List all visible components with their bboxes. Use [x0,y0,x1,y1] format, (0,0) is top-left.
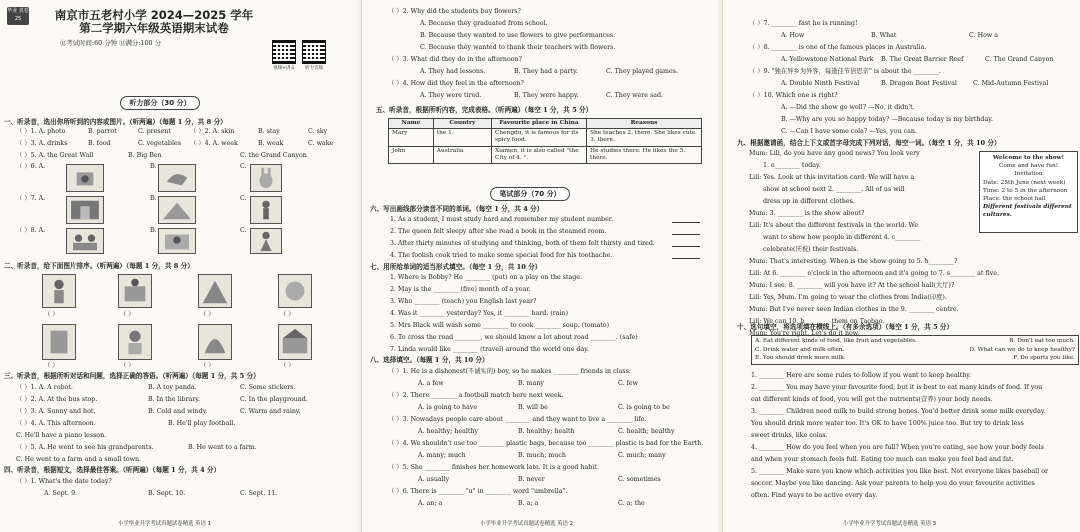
page-footer: 小学毕业升学考试真题试卷精选 英语 3 [843,521,937,528]
s4-q4-c: C. They were sad. [606,92,664,99]
section-4-heading: 四、听录音，根据短文，选择最佳答案。（听两遍）（每题 1 分，共 4 分） [4,466,221,474]
q8-c-label: C. [240,227,247,234]
s8-q9-b: B. Dragon Boat Festival [881,80,957,87]
dialog-line: Mum: Lili, do you have any good news? You look very [749,150,920,157]
th-country: Country [433,119,491,129]
dialog-line: Lili: We can 10. b________ them on Taobao. [749,318,885,325]
s8-q3-a: A. healthy; healthy [418,428,479,435]
s1-q7-label: （ ）7. A. [16,195,46,202]
s8-q5-b: B. never [518,476,545,483]
answer-blank[interactable] [672,241,700,247]
s2-picture-4 [278,274,312,308]
dialog-line: Mum: I see. 8. ________ will you have it? At the school hall(大厅)? [749,282,955,289]
section-10-heading: 十、选句填空，将选项填在横线上。（有多余选项）（每空 1 分，共 5 分） [737,323,954,331]
s8-q4-b: B. much; much [518,452,566,459]
s1-q3: （ ）3. A. drinks [16,140,68,147]
cell: Mary [389,129,434,146]
s4-q3-b: B. They had a party. [514,68,578,75]
s1-q6-label: （ ）6. A. [16,163,46,170]
s8-q5: （ ）5. She ________ finishes her homework late. It is a good habit. [388,464,599,471]
s10-line: soccer. Maybe you like dancing. Ask your parents to help you do your favourite activities [751,480,1035,487]
s1-q1-c: C. present [138,128,171,135]
invite-line: Date: 25th June (next week) [983,179,1066,186]
option-e: E. You should drink more milk. [755,355,846,361]
q7-c-label: C. [240,195,247,202]
s8-q8-b: B. The Great Barrier Reef [881,56,964,63]
s10-line: You should drink more water too. It's OK to have 100% juice too. But try to drink less [751,420,1024,427]
s1-q2-b: B. stay [258,128,280,135]
dialog-line: 1. e________ today. [763,162,821,169]
s8-q7-b: B. What [871,32,897,39]
s1-q8-label: （ ）8. A. [16,227,46,234]
q7-a-picture [66,196,104,224]
s3-q3-c: C. Warm and rainy. [240,408,301,415]
s3-q4-a: （ ）4. A. This afternoon. [16,420,96,427]
page-footer: 小学毕业升学考试真题试卷精选 英语 1 [118,521,212,528]
invite-line: Different festivals different cultures. [983,204,1072,219]
dialog-line: Mum: But I've never seen Indian clothes in the 9. ________ centre. [749,306,959,313]
dialog-line: Mum: 3. ________ is the show about? [749,210,865,217]
answer-blank[interactable] [672,253,700,259]
invitation-card [979,151,1078,233]
dialog-line: dress up in different clothes. [763,198,855,205]
s1-q1: （ ）1. A. photo [16,128,66,135]
s4-q4-a: A. They were tired. [420,92,482,99]
table-row [389,146,702,163]
s8-q8-a: A. Yellowstone National Park [781,56,874,63]
cell: Australia [433,146,491,163]
th-name: Name [389,119,434,129]
s1-q2: （ ）2. A. skin [190,128,235,135]
s2-paren-8[interactable]: （ ） [280,362,295,369]
q6-c-picture [250,164,282,192]
s8-q4-a: A. many; much [418,452,466,459]
s8-q2-b: B. will be [518,404,548,411]
invite-line: Place: the school hall [983,196,1046,203]
q7-b-label: B. [150,195,157,202]
exam-page-1 [0,0,357,532]
s8-q4-c: C. much; many [618,452,666,459]
s4-q3: （ ）3. What did they do in the afternoon? [388,56,522,63]
s8-q4: （ ）4. We shouldn't use too ________ plastic bags, because too ________ plastic is bad for the Earth. [388,440,704,447]
s10-line: and when your stomach feels full. Eating too much can make you feel bad and fat. [751,456,1014,463]
s4-q2-a: A. Because they graduated from school. [420,20,548,27]
writing-banner: 笔试部分（70 分） [490,187,570,201]
section-6-heading: 六、写出画线部分读音不同的单词。（每空 1 分，共 4 分） [370,205,544,213]
s3-q4-c: C. He'll have a piano lesson. [16,432,107,439]
q8-b-label: B. [150,227,157,234]
answer-blank[interactable] [672,229,700,235]
s10-line: eat different kinds of food, you will get the nutrients(营养) your body needs. [751,396,993,403]
s8-q10-a: A. —Did the show go well? —No, it didn't. [781,104,915,111]
s8-q7-a: A. How [781,32,805,39]
s4-q2-c: C. Because they wanted to thank their teachers with flowers. [420,44,616,51]
s3-q4-b: B. He'll play football. [168,420,236,427]
section-3-heading: 三、听录音，根据所听对话和问题，选择正确的答语。（听两遍）（每题 1 分，共 5 分） [4,372,260,380]
section-1-heading: 一、听录音，选出你所听到的内容或图片。（听两遍）（每题 1 分，共 8 分） [4,118,227,126]
section-5-heading: 五、听录音，根据所听内容，完成表格。（听两遍）（每空 1 分，共 5 分） [376,106,593,114]
s8-q3-c: C. health; healthy [618,428,675,435]
dialog-line: Lili: Yes. Look at this invitation card. We will have a [749,174,915,181]
s1-q4-b: B. weak [258,140,284,147]
section-9-heading: 九、根据邀请函，结合上下文或首字母完成下列对话，每空一词。（每空 1 分，共 10 分） [737,139,1001,147]
s10-line: 4. ________ How do you feel when you are full? When you're eating, see how your body feels [751,444,1044,451]
s10-line: 1. ________ Here are some rules to follow if you want to keep healthy. [751,372,972,379]
option-d: D. What can we do to keep healthy? [969,346,1075,353]
cell: John [389,146,434,163]
s4-q4: （ ）4. How did they feel in the afternoon? [388,80,524,87]
dialog-line: Mum: That's interesting. When is the show going to 5. h________? [749,258,958,265]
options-row [755,337,1075,346]
s8-q6: （ ）6. There is ________ "u" in ________ word "umbrella". [388,488,568,495]
s7-item-6: 6. To cross the road ________, we should know a lot about road ________. (safe) [390,334,638,341]
s2-paren-2[interactable]: （ ） [120,311,135,318]
exam-page-2 [361,0,718,532]
s2-picture-1 [42,274,76,308]
s8-q7: （ ）7. ________ fast he is running! [749,20,858,27]
dialog-line: celebrate(庆祝) their festivals. [763,246,859,253]
qr-caption-audio: 听力音频 [305,66,323,71]
s7-item-7: 7. Linda would like ________ (travel) around the world one day. [390,346,589,353]
s3-q3-b: B. Cold and windy. [148,408,208,415]
q7-b-picture [158,196,196,224]
q6-b-label: B. [150,163,157,170]
option-f: F. Do sports you like. [1013,355,1075,361]
s4-q3-a: A. They had lessons. [420,68,486,75]
s10-line: often. Find ways to be active every day. [751,492,878,499]
answer-blank[interactable] [672,217,700,223]
option-c: C. Drink water and milk often. [755,346,845,353]
cell[interactable]: the 1. [433,129,491,146]
s3-q1-a: （ ）1. A. A robot. [16,384,73,391]
s6-item-2: 2. The queen felt sleepy after she read a book in the steamed room. [390,228,607,235]
s8-q1-b: B. many [518,380,544,387]
q6-c-label: C. [240,163,247,170]
s3-q3-a: （ ）3. A. Sunny and hot. [16,408,96,415]
invite-line: Invitation [1014,171,1043,178]
s1-q4-c: C. wake [308,140,334,147]
q7-c-picture [250,196,282,224]
s1-q3-b: B. food [88,140,111,147]
s10-line: 3. ________ Children need milk to build strong bones. You'd better drink some milk everyday. [751,408,1046,415]
s8-q3: （ ）3. Nowadays people care about ________ and they want to live a ________ life. [388,416,647,423]
s3-q5-a: （ ）5. A. He went to see his grandparents. [16,444,154,451]
s4-q3-c: C. They played games. [606,68,678,75]
cell: Chengdu, it is famous for its spicy food. [492,129,587,146]
s8-q1-c: C. few [618,380,639,387]
dialog-line: want to show how people in different 4. c________ [763,234,921,241]
s2-picture-5 [42,324,76,360]
section-2-heading: 二、听录音，给下面图片排序。（听两遍）（每题 1 分，共 8 分） [4,262,194,270]
s3-q5-b: B. He went to a farm. [188,444,257,451]
q6-b-picture [158,164,196,192]
s8-q5-a: A. usually [418,476,450,483]
dialog-line: Mum: You're right. Let's do it now. [749,330,860,337]
s8-q1: （ ）1. He is a dishonest(不诚实的) boy, so he makes ________ friends in class. [388,368,631,375]
dialog-line: Lili: At 6. ________ o'clock in the afternoon and it's going to 7. s________ at five. [749,270,999,277]
s4-q1-b: B. Sept. 10. [148,490,186,497]
listening-banner: 听力部分（30 分） [120,96,200,110]
s1-q1-b: B. parrot [88,128,117,135]
s4-q1-a: A. Sept. 9. [44,490,78,497]
exam-meta: ⑫考试时间:60 分钟 ⑬满分:100 分 [60,39,162,47]
s1-q4: （ ）4. A. week [190,140,238,147]
invite-line: Come and have fun! [998,163,1059,170]
s2-picture-8 [278,324,312,360]
s8-q2: （ ）2. There ________ a football match here next week. [388,392,564,399]
s2-paren-7[interactable]: （ ） [200,362,215,369]
s3-q2-c: C. In the playground. [240,396,308,403]
s2-paren-1[interactable]: （ ） [44,311,59,318]
s8-q2-a: A. is going to have [418,404,478,411]
s8-q10-c: C. —Can I have some cola? —Yes, you can. [781,128,917,135]
s1-q5: （ ）5. A. the Great Wall [16,152,94,159]
s8-q9-a: A. Double Ninth Festival [781,80,860,87]
q8-a-picture [66,228,104,254]
s1-q5-c: C. the Grand Canyon [240,152,307,159]
info-table [388,118,702,164]
invite-line: Time: 2 to 5 in the afternoon [983,187,1068,194]
s2-paren-5[interactable]: （ ） [44,362,59,369]
s3-q2-b: B. In the library. [148,396,201,403]
dialog-line: Lili: It's about the different festivals in the world. We [749,222,919,229]
s3-q1-c: C. Some stickers. [240,384,296,391]
s2-picture-7 [198,324,232,360]
s8-q6-c: C. a; the [618,500,645,507]
s8-q9-c: C. Mid-Autumn Festival [973,80,1049,87]
s8-q6-b: B. a; a [518,500,539,507]
dialog-line: Lili: Yes, Mum. I'm going to wear the clothes from India(印度). [749,294,947,301]
qr-code-video[interactable] [272,40,296,64]
option-a: A. Eat different kinds of food, like fruit and vegetables. [755,338,917,344]
badge: 毕业 真卷 25 [7,7,29,25]
s8-q3-b: B. healthy; health [518,428,575,435]
s8-q9: （ ）9. "独在异乡为异客，每逢佳节倍思亲" is about the ________. [749,68,941,75]
invite-title: Welcome to the show! [992,155,1065,161]
title-line-1: 南京市五老村小学 2024—2025 学年 [54,8,254,22]
option-b: B. Don't eat too much. [1009,338,1075,344]
th-place: Favourite place in China [492,119,587,129]
qr-code-audio[interactable] [302,40,326,64]
cell[interactable]: He studies there. He likes the 5. there. [587,146,702,163]
s2-paren-3[interactable]: （ ） [200,311,215,318]
q8-b-picture [158,228,196,254]
s10-line: 5. ________ Make sure you know which activities you like best. Not everyone likes baseball or [751,468,1049,475]
s7-item-5: 5. Mrs Black will wash some ________ to cook ________ soup. (tomato) [390,322,610,329]
q8-c-picture [250,228,282,254]
s2-picture-3 [198,274,232,308]
s8-q7-c: C. How a [969,32,999,39]
dialog-line: show at school next 2. ________. All of us will [763,186,905,193]
s6-item-3: 3. After thirty minutes of studying and thinking, both of them felt thirsty and tired. [390,240,655,247]
s3-q1-b: B. A toy panda. [148,384,197,391]
table-header-row [389,119,702,129]
options-row [755,346,1075,355]
section-8-heading: 八、选择填空。（每题 1 分，共 10 分） [370,356,489,364]
s10-line: sweet drinks, like colas. [751,432,828,439]
s8-q8: （ ）8. ________ is one of the famous places in Australia. [749,44,927,51]
qr-caption-video: 视频+讲义 [273,66,295,71]
s2-paren-6[interactable]: （ ） [120,362,135,369]
s7-item-3: 3. Who ________ (teach) you English last year? [390,298,537,305]
s4-q2-b: B. Because they wanted to use flowers to give performances. [420,32,616,39]
s4-q1: （ ）1. What's the date today? [16,478,112,485]
q6-a-picture [66,164,104,192]
s1-q5-b: B. Big Ben [128,152,162,159]
s7-item-1: 1. Where is Bobby? He ________ (put) on a play on the stage. [390,274,583,281]
s8-q5-c: C. sometimes [618,476,661,483]
section-7-heading: 七、用所给单词的适当形式填空。（每空 1 分，共 10 分） [370,263,542,271]
cell[interactable]: She teaches 2. there. She likes cute 3. there. [587,129,702,146]
s8-q1-a: A. a few [418,380,444,387]
page-title [40,9,268,35]
page-footer: 小学毕业升学考试真题试卷精选 英语 2 [480,521,574,528]
s6-item-1: 1. As a student, I must study hard and remember my student number. [390,216,614,223]
s4-q4-b: B. They were happy. [514,92,579,99]
s4-q1-c: C. Sept. 11. [240,490,278,497]
s4-q2: （ ）2. Why did the students buy flowers? [388,8,521,15]
table-row [389,129,702,146]
s1-q3-c: C. vegetables [138,140,181,147]
options-row [755,354,1075,363]
s8-q6-a: A. an; a [418,500,443,507]
s3-q2-a: （ ）2. A. At the bus stop. [16,396,98,403]
s7-item-2: 2. May is the ________ (five) month of a year. [390,286,531,293]
s2-paren-4[interactable]: （ ） [280,311,295,318]
options-box [751,335,1079,365]
s8-q2-c: C. is going to be [618,404,670,411]
title-line-2: 第二学期六年级英语期末试卷 [79,21,229,35]
s1-q2-c: C. sky [308,128,328,135]
th-reasons: Reasons [587,119,702,129]
s2-picture-6 [118,324,152,360]
s8-q10: （ ）10. Which one is right? [749,92,838,99]
s8-q10-b: B. —Why are you so happy today? —Because today is my birthday. [781,116,993,123]
s7-item-4: 4. Was it ________ yesterday? Yes, it ________ hard. (rain) [390,310,569,317]
exam-page-3 [722,0,1080,532]
s10-line: 2. ________ You may have your favourite food, but it is best to eat many kinds of food. If you [751,384,1043,391]
s3-q5-c: C. He went to a farm and a small town. [16,456,142,463]
s2-picture-2 [118,274,152,308]
cell[interactable]: Xiamen, it is also called "the City of 4. ". [492,146,587,163]
s6-item-4: 4. The foolish cook tried to make some special food for his toothache. [390,252,613,259]
s8-q8-c: C. The Grand Canyon [985,56,1054,63]
